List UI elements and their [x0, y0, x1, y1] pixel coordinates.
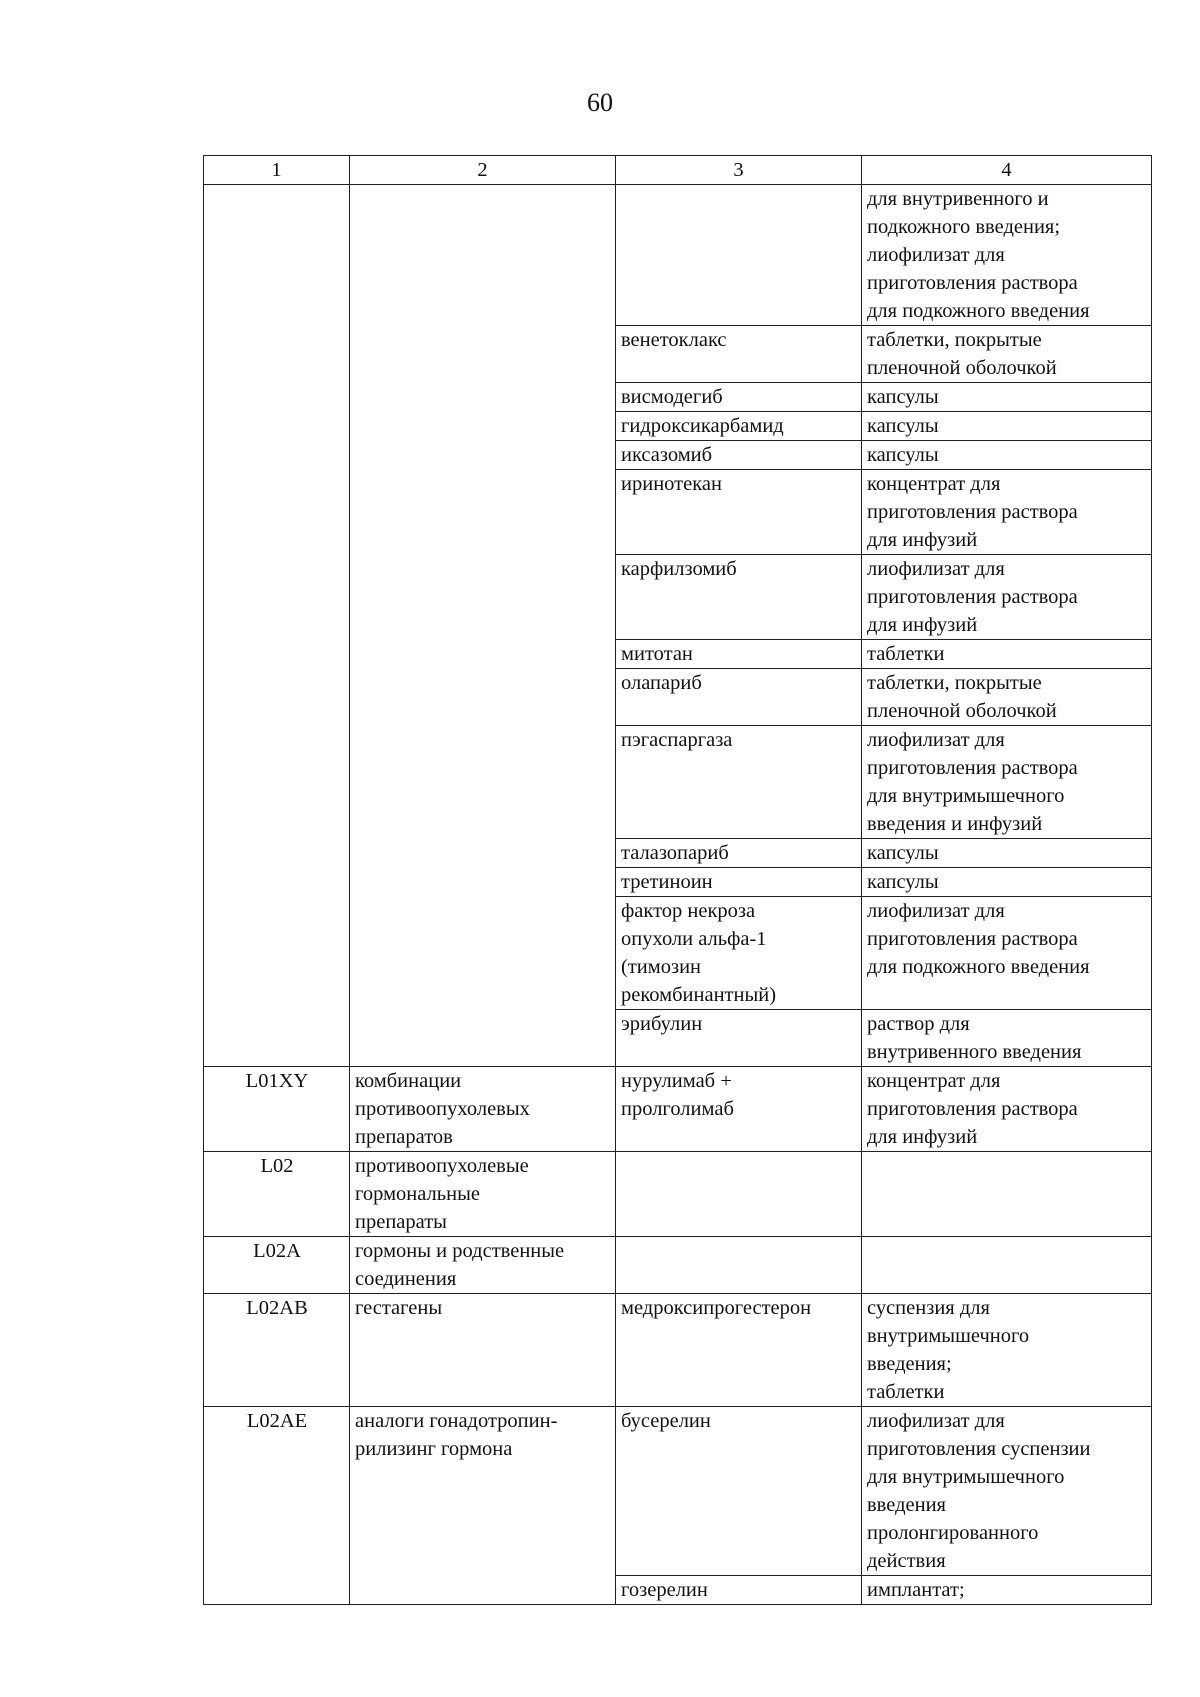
form-cell: лиофилизат для приготовления раствора для подкожного введения	[862, 897, 1152, 1010]
page-number: 60	[587, 88, 613, 117]
drug-table	[203, 155, 1152, 1605]
group-cell: противоопухолевые гормональные препараты	[350, 1152, 616, 1237]
table-header-row	[204, 156, 1152, 185]
form-cell: для внутривенного и подкожного введения; лиофилизат для приготовления раствора для подкожного введения	[862, 185, 1152, 326]
table-row	[204, 1294, 1152, 1407]
atc-code-cell: L02	[204, 1152, 350, 1237]
drug-cell: талазопариб	[616, 839, 862, 868]
form-cell: имплантат;	[862, 1576, 1152, 1605]
form-cell: таблетки	[862, 640, 1152, 669]
form-cell: суспензия для внутримышечного введения; таблетки	[862, 1294, 1152, 1407]
drug-cell: олапариб	[616, 669, 862, 726]
drug-cell: нурулимаб + пролголимаб	[616, 1067, 862, 1152]
code-cell-empty	[204, 185, 350, 1067]
form-cell: лиофилизат для приготовления раствора для инфузий	[862, 555, 1152, 640]
form-cell: капсулы	[862, 412, 1152, 441]
form-cell: капсулы	[862, 868, 1152, 897]
table-row	[204, 185, 1152, 326]
drug-cell: висмодегиб	[616, 383, 862, 412]
form-cell	[862, 1237, 1152, 1294]
form-cell: капсулы	[862, 383, 1152, 412]
drug-cell	[616, 1152, 862, 1237]
drug-cell: бусерелин	[616, 1407, 862, 1576]
group-cell: гестагены	[350, 1294, 616, 1407]
drug-cell	[616, 185, 862, 326]
form-cell: капсулы	[862, 839, 1152, 868]
form-cell: лиофилизат для приготовления суспензии для внутримышечного введения пролонгированного действия	[862, 1407, 1152, 1576]
column-header: 2	[350, 156, 616, 185]
group-cell-empty	[350, 185, 616, 1067]
column-header: 1	[204, 156, 350, 185]
drug-cell: эрибулин	[616, 1010, 862, 1067]
form-cell: таблетки, покрытые пленочной оболочкой	[862, 326, 1152, 383]
form-cell: концентрат для приготовления раствора для инфузий	[862, 470, 1152, 555]
group-cell: комбинации противоопухолевых препаратов	[350, 1067, 616, 1152]
form-cell	[862, 1152, 1152, 1237]
drug-cell: гозерелин	[616, 1576, 862, 1605]
atc-code-cell: L02AB	[204, 1294, 350, 1407]
drug-cell: фактор некроза опухоли альфа-1 (тимозин рекомбинантный)	[616, 897, 862, 1010]
group-cell: аналоги гонадотропин- рилизинг гормона	[350, 1407, 616, 1605]
drug-cell: пэгаспаргаза	[616, 726, 862, 839]
atc-code-cell: L01XY	[204, 1067, 350, 1152]
drug-cell: гидроксикарбамид	[616, 412, 862, 441]
drug-cell: митотан	[616, 640, 862, 669]
form-cell: таблетки, покрытые пленочной оболочкой	[862, 669, 1152, 726]
form-cell: концентрат для приготовления раствора для инфузий	[862, 1067, 1152, 1152]
table-row	[204, 1067, 1152, 1152]
table-row	[204, 1152, 1152, 1237]
group-cell: гормоны и родственные соединения	[350, 1237, 616, 1294]
table-row	[204, 1237, 1152, 1294]
drug-cell: медроксипрогестерон	[616, 1294, 862, 1407]
form-cell: лиофилизат для приготовления раствора для внутримышечного введения и инфузий	[862, 726, 1152, 839]
drug-cell: карфилзомиб	[616, 555, 862, 640]
drug-cell	[616, 1237, 862, 1294]
drug-cell: иксазомиб	[616, 441, 862, 470]
table-row	[204, 1407, 1152, 1576]
drug-cell: иринотекан	[616, 470, 862, 555]
column-header: 3	[616, 156, 862, 185]
drug-cell: венетоклакс	[616, 326, 862, 383]
form-cell: капсулы	[862, 441, 1152, 470]
column-header: 4	[862, 156, 1152, 185]
atc-code-cell: L02A	[204, 1237, 350, 1294]
drug-cell: третиноин	[616, 868, 862, 897]
atc-code-cell: L02AE	[204, 1407, 350, 1605]
form-cell: раствор для внутривенного введения	[862, 1010, 1152, 1067]
